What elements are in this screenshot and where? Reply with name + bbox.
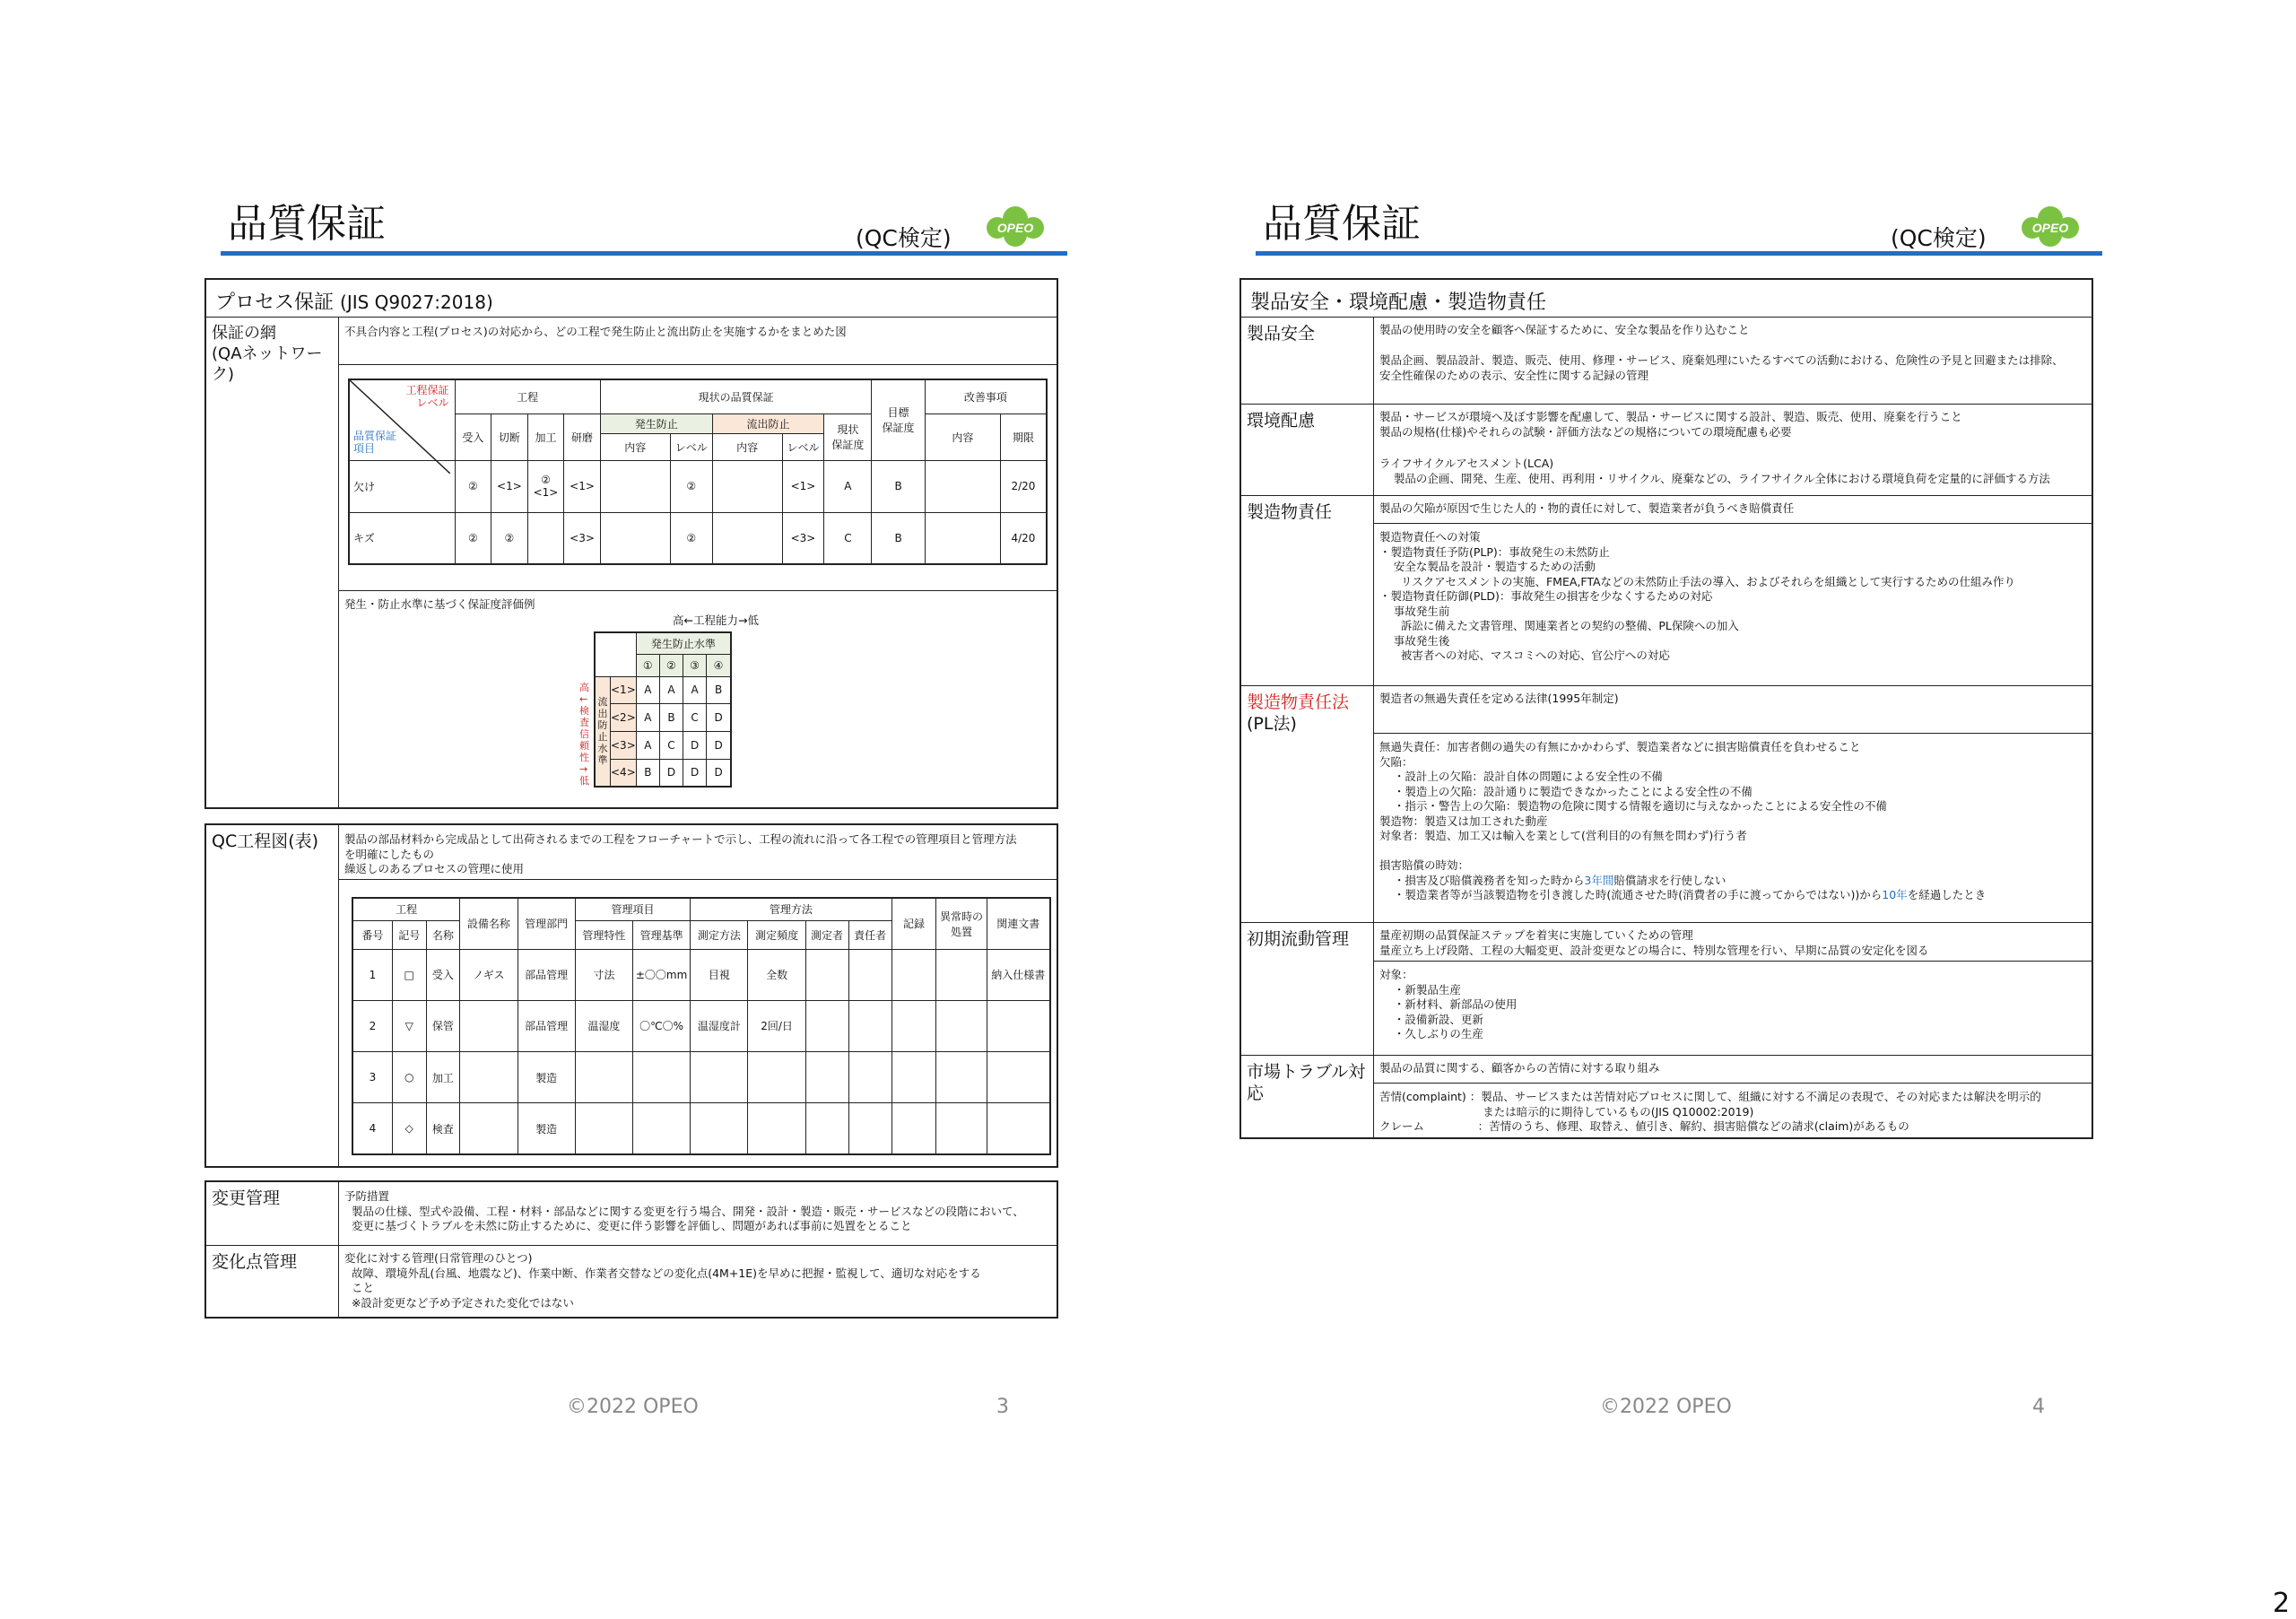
pl-text-1: 製品の欠陥が原因で生じた人的・物的責任に対して、製造業者が負うべき賠償責任 [1379,501,1795,515]
safety-label: 製品安全 [1241,318,1374,404]
env-text-2: ライフサイクルアセスメント(LCA) 製品の企画、開発、生産、使用、再利用・リサイクル、廃棄などの、ライフサイクル全体における環境負荷を定量的に評価する方法 [1379,457,2050,485]
imp-sub-1: 期限 [1000,413,1047,460]
pl-law-text-1: 製造者の無過失責任を定める法律(1995年制定) [1379,692,1619,705]
early-text-2: 対象： ・新製品生産 ・新材料、新部品の使用 ・設備新設、更新 ・久しぶりの生産 [1379,968,1518,1040]
diag-top-label: 工程保証 レベル [405,384,449,409]
diag-bottom-label: 品質保証 項目 [353,429,397,455]
eval-caption: 発生・防止水準に基づく保証度評価例 [344,597,535,611]
process-assurance-box [204,278,1058,809]
section-heading: プロセス保証 (JIS Q9027:2018) [206,280,1057,318]
svg-text:OPEO: OPEO [996,221,1034,235]
env-row [1241,404,2092,496]
page-3 [201,0,1098,1613]
market-label: 市場トラブル対応 [1241,1056,1374,1137]
sub-3: レベル [782,433,824,460]
footer-copyright: ©2022 OPEO [567,1396,699,1418]
qa-network-table [348,379,1048,565]
pl-label: 製造物責任 [1241,496,1374,686]
variation-text: 変化に対する管理(日常管理のひとつ) 故障、環境外乱(台風、地震など)、作業中断、作業者交替などの変化点(4M+1E)を早めに把握・監視して、適切な対応をする こと ※設計変更など予め予定された変化ではない [344,1251,981,1310]
page-title: 品質保証 [1263,201,1421,247]
market-row [1241,1055,2092,1137]
h-improve: 改善事項 [925,379,1047,413]
pl-text-2: 製造物責任への対策 ・製造物責任予防(PLP)：事故発生の未然防止 安全な製品を設計・製造するための活動 リスクアセスメントの実施、FMEA,FTAなどの未然防止手法の導入、およびそれらを組織として実行するための仕組み作り ・製造物責任防御(PLD)：事故発生の損害を少なくするための対応 事故発生前 訴訟に備えた文書管理、関連業者との契約の整備、PL保険への加入 事故発生後 被害者への対応、マスコミへの対応、官公庁への対応 [1379,530,2016,662]
sheet-number: 2 [2273,1588,2291,1619]
pl-law-label: 製造物責任法 (PL法) [1241,686,1374,923]
table-row: 1 □ 受入 ノギス 部品管理 寸法 ±〇〇mm 目視 全数 納入仕様書 [352,949,1050,1000]
early-text-1: 量産初期の品質保証ステップを着実に実施していくための管理 量産立ち上げ段階、工程の大幅変更、設計変更などの場合に、特別な管理を行い、早期に品質の安定化を図る [1379,928,1929,957]
qc-chart-label: QC工程図(表) [206,825,339,1166]
h-status: 現状 保証度 [824,413,872,460]
h-target: 目標 保証度 [872,379,925,460]
imp-sub-0: 内容 [925,413,1000,460]
page-subtitle: (QC検定) [856,225,952,251]
eval-left-axis: 高←検査信頼性→低 [579,682,589,787]
h-prevent: 発生防止 [600,413,712,433]
sub-2: 内容 [712,433,782,460]
page-number: 3 [996,1396,1009,1418]
eval-table: 発生防止水準 ① ② ③ ④ 流出防止水準 <1> A A A B <2> A B C D <3> A C D D <4> B D D D [594,631,732,788]
change-mgmt-box [204,1180,1058,1319]
h-process: 工程 [455,379,600,413]
h-outflow: 流出防止 [712,413,824,433]
product-safety-box [1239,278,2093,1139]
qc-process-table: 工程 設備名称 管理部門 管理項目 管理方法 記録 異常時の 処置 関連文書 番号 記号 名称 管理特性 管理基準 測定方法 測定頻度 測定者 責任者 1 □ 受入 ノギス 部品管理 寸法 ±〇〇mm 目視 全数 納入仕様書 2 ▽ 保管 部品管理 温湿度 〇℃〇% 温湿度計 2回/日 3 ○ 加工 製造 4 ◇ 検査 製造 [352,897,1051,1155]
page-4 [1236,0,2133,1613]
safety-row [1241,318,2092,404]
qa-network-desc: 不具合内容と工程(プロセス)の対応から、どの工程で発生防止と流出防止を実施するかをまとめた図 [344,325,847,338]
step-0: 受入 [455,413,491,460]
early-label: 初期流動管理 [1241,923,1374,1056]
title-rule [1256,251,2102,256]
safety-text-2: 製品企画、製品設計、製造、販売、使用、修理・サービス、廃棄処理にいたるすべての活動における、危険性の予見と回避または排除、 安全性確保のための表示、安全性に関する記録の管理 [1379,353,2064,382]
change-row [206,1182,1057,1245]
page-subtitle: (QC検定) [1891,225,1987,251]
market-text-1: 製品の品質に関する、顧客からの苦情に対する取り組み [1379,1061,1660,1075]
variation-row [206,1245,1057,1317]
qc-chart-box [204,823,1058,1168]
table-row: 2 ▽ 保管 部品管理 温湿度 〇℃〇% 温湿度計 2回/日 [352,1000,1050,1051]
safety-text-1: 製品の使用時の安全を顧客へ保証するために、安全な製品を作り込むこと [1379,323,1750,336]
variation-label: 変化点管理 [206,1246,339,1317]
footer-copyright: ©2022 OPEO [1600,1396,1732,1418]
env-text-1: 製品・サービスが環境へ及ぼす影響を配慮して、製品・サービスに関する設計、製造、販売、使用、廃棄を行うこと 製品の規格(仕様)やそれらの試験・評価方法などの規格についての環境配慮も必要 [1379,410,1962,439]
change-text: 予防措置 製品の仕様、型式や設備、工程・材料・部品などに関する変更を行う場合、開発・設計・製造・販売・サービスなどの段階において、 変更に基づくトラブルを未然に防止するために、変更に伴う影響を評価し、問題があれば事前に処置をとること [344,1189,1024,1232]
step-1: 切断 [491,413,528,460]
sub-1: レベル [670,433,712,460]
market-text-2: 苦情(complaint) ：製品、サービスまたは苦情対応プロセスに関して、組織に対する不満足の表現で、その対応または解決を明示的 または暗示的に期待しているもの(JIS Q10002:2019) クレーム ：苦情のうち、修理、取替え、値引き、解約、損害賠償などの請求(claim)があるもの [1379,1090,2041,1133]
section-heading: 製品安全・環境配慮・製造物責任 [1241,280,2092,318]
svg-text:OPEO: OPEO [2031,221,2069,235]
table-row: 4 ◇ 検査 製造 [352,1103,1050,1154]
env-label: 環境配慮 [1241,405,1374,496]
change-label: 変更管理 [206,1182,339,1245]
pl-law-text-2: 無過失責任：加害者側の過失の有無にかかわらず、製造業者などに損害賠償責任を負わせること 欠陥： ・設計上の欠陥：設計自体の問題による安全性の不備 ・製造上の欠陥：設計通りに製造できなかったことによる安全性の不備 ・指示・警告上の欠陥：製造物の危険に関する情報を適切に与えなかったことによる安全性の不備 製造物：製造又は加工された動産 対象者：製造、加工又は輸入を業として(営利目的の有無を問わず)行う者 損害賠償の時効： ・損害及び賠償義務者を知った時から3年間賠償請求を行使しない ・製造業者等が当該製造物を引き渡した時(流通させた時(消費者の手に渡ってからではない))から10年を経過したとき [1379,740,1987,901]
pl-law-row [1241,685,2092,923]
opeo-logo [979,205,1051,251]
step-3: 研磨 [564,413,601,460]
opeo-logo [2014,205,2086,251]
pl-row [1241,495,2092,686]
table-row: 3 ○ 加工 製造 [352,1052,1050,1103]
step-2: 加工 [527,413,564,460]
table-row: キズ ② ② <3> ② <3> C B 4/20 [349,512,1047,564]
page-number: 4 [2032,1396,2045,1418]
sub-0: 内容 [600,433,670,460]
h-current: 現状の品質保証 [600,379,872,413]
table-row: 欠け ② <1> ② <1> <1> ② <1> A B 2/20 [349,460,1047,512]
eval-top-axis: 高←工程能力→低 [673,614,759,627]
early-row [1241,922,2092,1056]
title-rule [221,251,1067,256]
page-title: 品質保証 [228,201,386,247]
qc-chart-desc: 製品の部品材料から完成品として出荷されるまでの工程をフローチャートで示し、工程の流れに沿って各工程での管理項目と管理方法 を明確にしたもの 繰返しのあるプロセスの管理に使用 [344,832,1017,875]
qa-network-label: 保証の網 (QAネットワーク) [206,318,339,807]
